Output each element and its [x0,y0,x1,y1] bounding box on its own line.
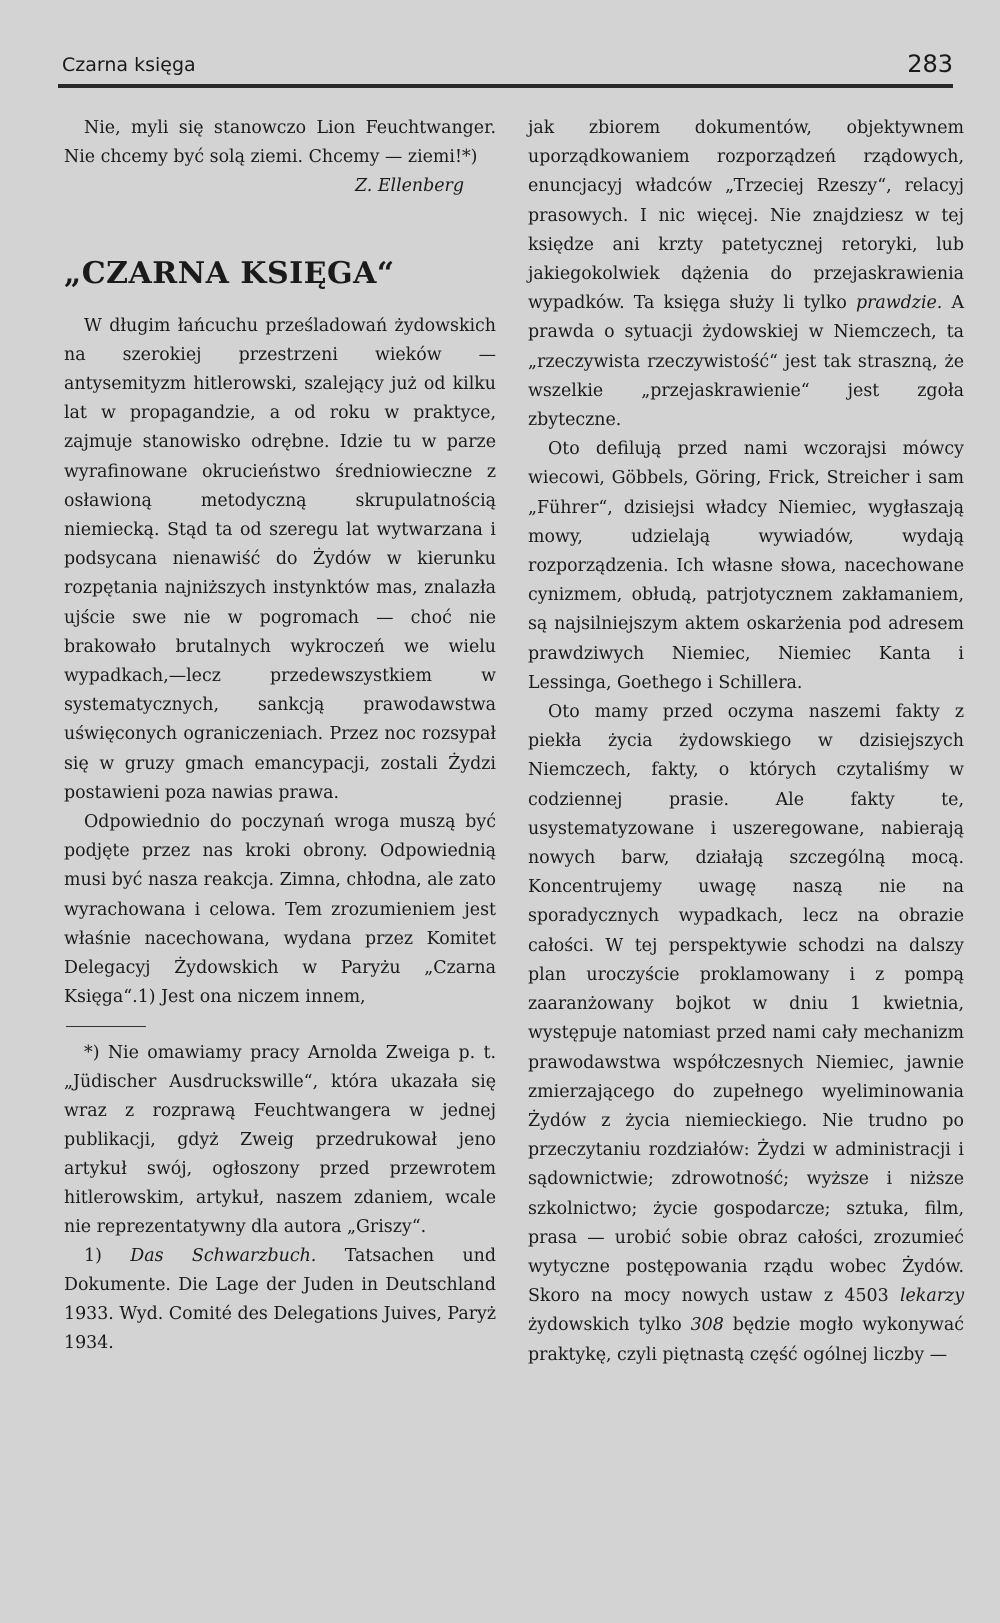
paragraph: W długim łańcuchu prześladowań żydowskich na szerokiej przestrzeni wieków — antysemityzm hitlerowski, szalejący już od kilku lat w propagandzie, a od roku w praktyce, zajmuje stanowisko odrębne. Idzie tu w parze wyrafinowane okrucieństwo średniowieczne z osławioną metodyczną skrupulatnością niemiecką. Stąd ta od szeregu lat wytwarzana i podsycana nienawiść do Żydów w kierunku rozpętania najniższych instynktów mas, znalazła ujście swe nie w pogromach — choć nie brakowało brutalnych wykroczeń we wielu wypadkach,—lecz przedewszystkiem w systematycznych, sankcją prawodawstwa uświęconych ograniczeniach. Przez noc rozsypał się w gruzy gmach emancypacji, zostali Żydzi postawieni poza nawias prawa. [64,315,496,803]
paragraph: Oto defilują przed nami wczorajsi mówcy wiecowi, Göbbels, Göring, Frick, Streicher i sam „Führer“, dzisiejsi władcy Niemiec, wygłaszają mowy, udzielają wywiadów, wydają rozporządzenia. Ich własne słowa, nacechowane cynizmem, obłudą, patrjotycznem zakłamaniem, są najsilniejszym aktem oskarżenia pod adresem prawdziwych Niemiec, Niemiec Kanta i Lessinga, Goethego i Schillera. [528,439,964,693]
paragraph-text: A prawda o sytuacji żydowskiej w Niemczech, ta „rzeczywista rzeczywistość“ jest tak straszną, że wszelkie „przejaskrawienie“ jest zgoła zbyteczne. [528,293,964,431]
emphasis: 308 [690,1315,724,1336]
paragraph: Odpowiednio do poczynań wroga muszą być podjęte przez nas kroki obrony. Odpowiednią musi być nasza reakcja. Zimna, chłodna, ale zato wyrachowana i celowa. Tem zrozumieniem jest właśnie nacechowana, wydana przez Komitet Delegacyj Żydowskich w Paryżu „Czarna Księga“.1) Jest ona niczem innem, [64,812,496,1008]
paragraph-text: żydowskich tylko [528,1315,682,1336]
footnote-book-title: Das Schwarzbuch. [130,1246,317,1267]
emphasis: prawdzie. [855,293,943,314]
footnote-text: Tatsachen und Dokumente. Die Lage der Juden in Deutschland 1933. Wyd. Comité des Delegations Juives, Paryż 1934. [64,1246,497,1354]
page-number: 283 [907,50,953,78]
paragraph [528,698,964,1370]
emphasis: lekarzy [899,1286,965,1307]
paragraph-text: Oto mamy przed oczyma naszemi fakty z piekła życia żydowskiego w dzisiejszych Niemczech, fakty, o których czytaliśmy w codziennej prasie. Ale fakty te, usystematyzowane i uszeregowane, nabierają nowych barw, działają szczególną mocą. Koncentrujemy uwagę naszą nie na sporadycznych wypadkach, lecz na obrazie całości. W tej perspektywie schodzi na dalszy plan uroczyście proklamowany i z pompą zaaranżowany bojkot w dniu 1 kwietnia, występuje natomiast przed nami cały mechanizm prawodawstwa współczesnych Niemiec, jawnie zmierzającego do zupełnego wyeliminowania Żydów z życia niemieckiego. Nie trudno po przeczytaniu rozdziałów: Żydzi w administracji i sądownictwie; zdrowotność; wyższe i niższe szkolnictwo; życie gospodarcze; sztuka, film, prasa — urobić sobie obraz całości, zrozumieć wytyczne postępowania rządu wobec Żydów. Skoro na mocy nowych ustaw z 4503 [528,702,964,1307]
footnotes [64,1039,496,1358]
epigraph-signature: Z. Ellenberg [354,176,464,197]
footnote-divider [66,1026,146,1027]
right-column [528,114,964,1370]
article-heading: „CZARNA KSIĘGA“ [64,255,395,291]
running-header [60,50,953,84]
paragraph [528,114,964,435]
header-rule [58,84,953,88]
paragraph-text: jak zbiorem dokumentów, objektywnem uporządkowaniem rozporządzeń rządowych, enuncjacyj władców „Trzeciej Rzeszy“, relacyj prasowych. I nic więcej. Nie znajdziesz w tej księdze ani krzty patetycznej retoryki, lub jakiegokolwiek dążenia do przejaskrawienia wypadków. Ta księga służy li tylko [528,118,964,314]
footnote-number: 1) [84,1246,102,1267]
left-column [64,114,496,1358]
running-title: Czarna księga [62,54,196,76]
paragraph-text: będzie mogło wykonywać praktykę, czyli piętnastą część ogólnej liczby — [528,1315,964,1365]
epigraph: Nie, myli się stanowczo Lion Feuchtwanger. Nie chcemy być solą ziemi. Chcemy — ziemi!*) [64,118,496,168]
footnote: *) Nie omawiamy pracy Arnolda Zweiga p. t. „Jüdischer Ausdruckswille“, która ukazała się wraz z rozprawą Feuchtwangera w jednej publikacji, gdyż Zweig przedrukował jeno artykuł swój, ogłoszony przed przewrotem hitlerowskim, artykuł, naszem zdaniem, wcale nie reprezentatywny dla autora „Griszy“. [64,1043,496,1238]
footnote [64,1242,496,1358]
